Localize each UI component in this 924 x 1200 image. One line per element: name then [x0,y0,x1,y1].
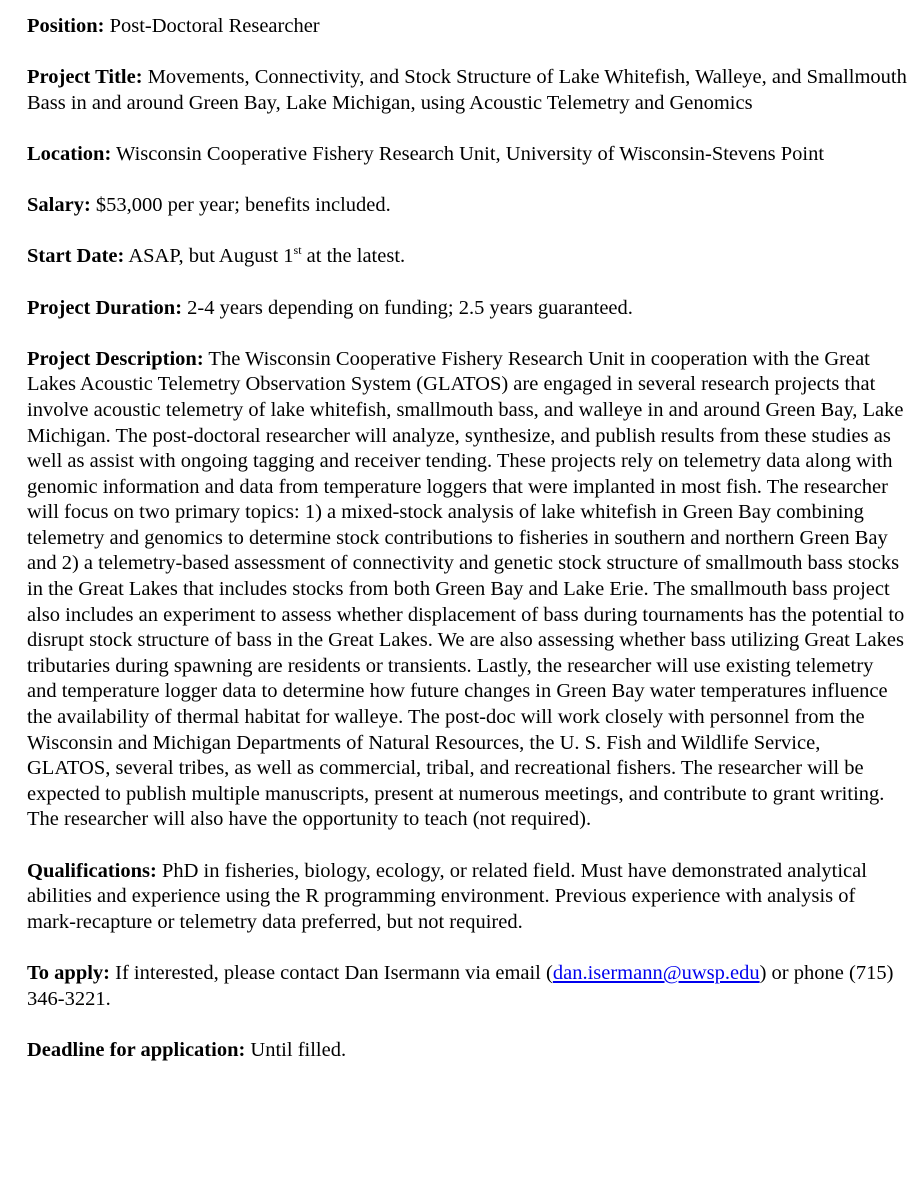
project-description-label: Project Description: [27,347,204,370]
location-value: Wisconsin Cooperative Fishery Research Unit, University of Wisconsin-Stevens Point [116,142,825,165]
project-title-label: Project Title: [27,66,143,89]
deadline-value: Until filled. [250,1038,347,1061]
project-description-paragraph [27,347,907,833]
deadline-label: Deadline for application: [27,1038,246,1061]
salary-paragraph [27,193,907,219]
start-date-label: Start Date: [27,245,125,268]
qualifications-label: Qualifications: [27,859,157,882]
location-label: Location: [27,142,112,165]
salary-value: $53,000 per year; benefits included. [95,194,391,217]
email-link[interactable]: dan.isermann@uwsp.edu [552,961,760,984]
to-apply-text-end: ) or phone (715) 346-3221. [27,961,894,1010]
start-date-paragraph [27,244,907,270]
position-label: Position: [27,15,105,37]
to-apply-paragraph [27,961,907,1012]
qualifications-paragraph [27,859,907,936]
project-title-paragraph [27,65,907,116]
to-apply-label: To apply: [27,961,110,984]
project-title-value: Movements, Connectivity, and Stock Structure of Lake Whitefish, Walleye, and Smallmouth Bass in and around Green Bay, Lake Michigan, using Acoustic Telemetry and Genomics [27,66,907,114]
qualifications-value: PhD in fisheries, biology, ecology, or related field. Must have demonstrated analytical abilities and experience using the R programming environment. Previous experience with analysis of mark-recapture or telemetry data preferred, but not required. [27,859,867,933]
start-date-superscript: st [293,242,302,257]
project-duration-paragraph [27,296,907,322]
project-duration-label: Project Duration: [27,296,183,319]
start-date-value-end: at the latest. [301,245,406,268]
salary-label: Salary: [27,194,91,217]
location-paragraph [27,142,907,168]
start-date-value: ASAP, but August 1 [128,245,294,268]
job-posting-document [27,14,907,1089]
position-paragraph [27,14,907,40]
to-apply-text: If interested, please contact Dan Isermann via email ( [115,961,553,984]
project-description-value: The Wisconsin Cooperative Fishery Research Unit in cooperation with the Great Lakes Acoustic Telemetry Observation System (GLATOS) are engaged in several research projects that involve acoustic telemetry of lake whitefish, smallmouth bass, and walleye in and around Green Bay, Lake Michigan. The post-doctoral researcher will analyze, synthesize, and publish results from these studies as well as assist with ongoing tagging and receiver tending. These projects rely on telemetry data along with genomic information and data from temperature loggers that were implanted in most fish. The researcher will focus on two primary topics: 1) a mixed-stock analysis of lake whitefish in Green Bay combining telemetry and genomics to determine stock contributions to fisheries in southern and northern Green Bay and 2) a telemetry-based assessment of connectivity and genetic stock structure of smallmouth bass stocks in the Great Lakes that includes stocks from both Green Bay and Lake Erie. The smallmouth bass project also includes an experiment to assess whether displacement of bass during tournaments has the potential to disrupt stock structure of bass in the Great Lakes. We are also assessing whether bass utilizing Great Lakes tributaries during spawning are residents or transients. Lastly, the researcher will use existing telemetry and temperature logger data to determine how future changes in Green Bay water temperatures influence the availability of thermal habitat for walleye. The post-doc will work closely with personnel from the Wisconsin and Michigan Departments of Natural Resources, the U. S. Fish and Wildlife Service, GLATOS, several tribes, as well as commercial, tribal, and recreational fishers. The researcher will be expected to publish multiple manuscripts, present at numerous meetings, and contribute to grant writing. The researcher will also have the opportunity to teach (not required). [27,347,905,831]
deadline-paragraph [27,1038,907,1064]
project-duration-value: 2-4 years depending on funding; 2.5 years guaranteed. [187,296,633,319]
position-value: Post-Doctoral Researcher [109,15,320,37]
